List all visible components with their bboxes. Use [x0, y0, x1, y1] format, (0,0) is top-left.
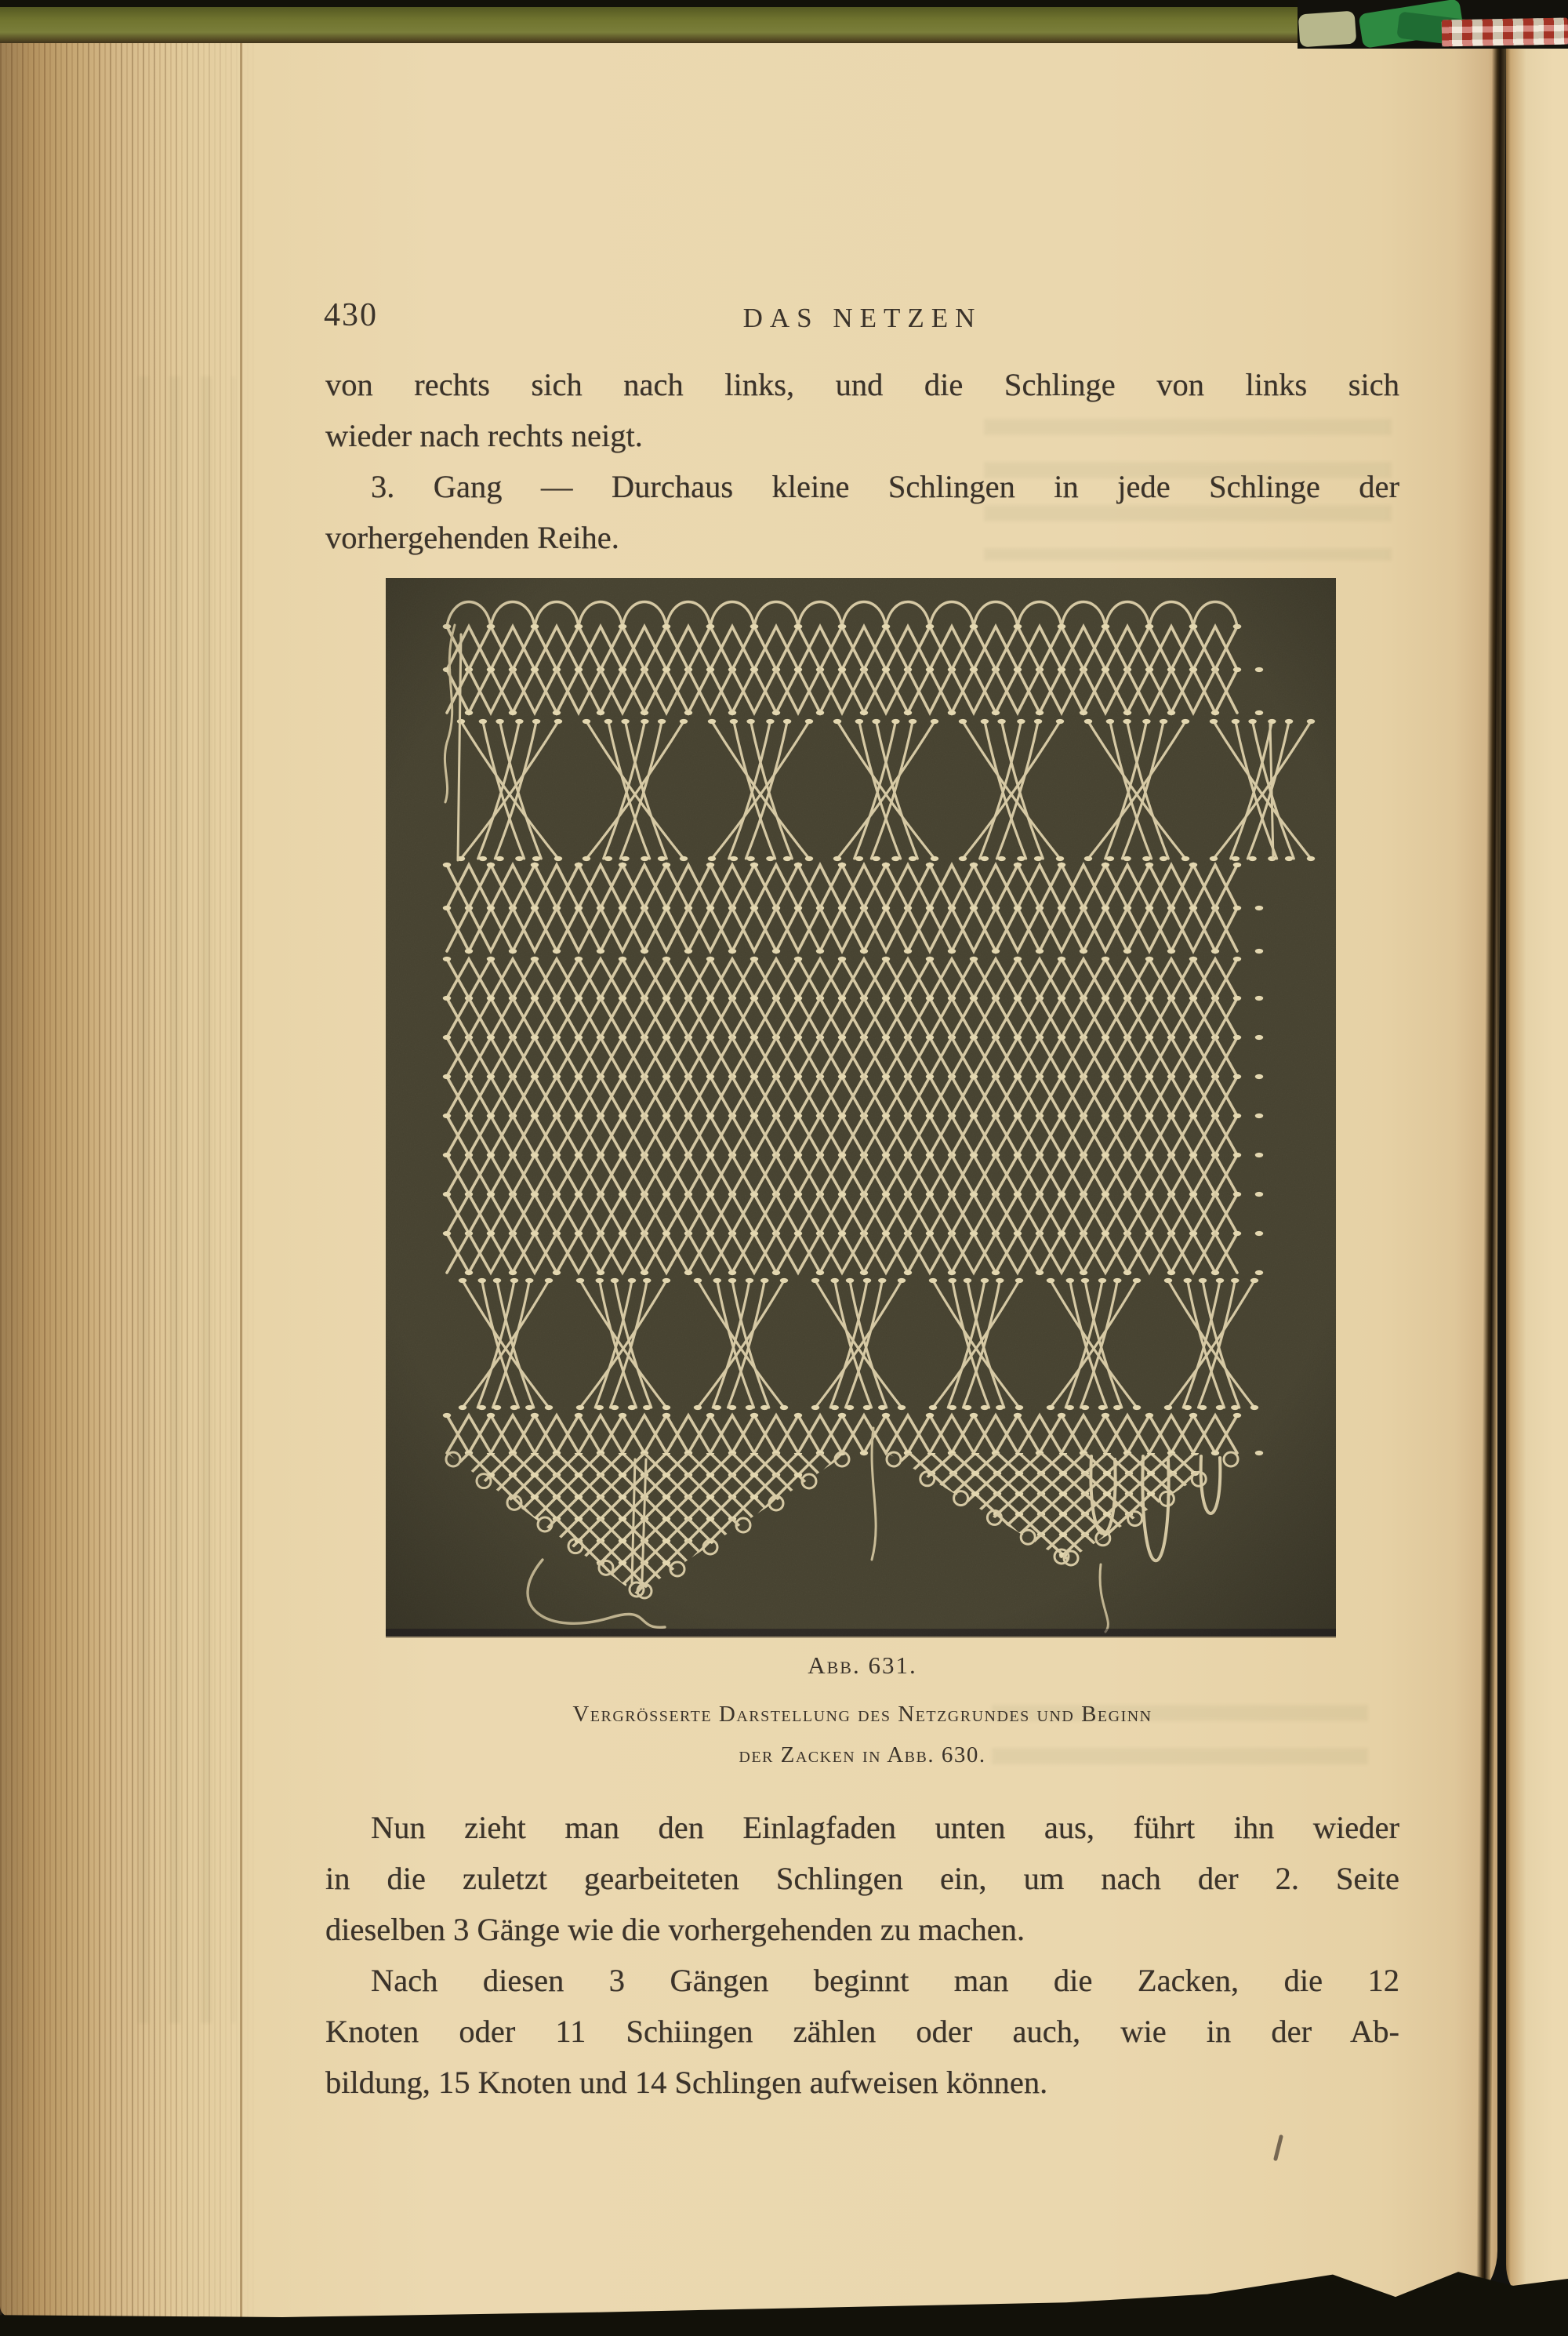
- body-line: Knoten oder 11 Schiingen zählen oder auch, wie in der Ab-: [325, 2014, 1399, 2049]
- figure-net-photograph: [386, 578, 1336, 1637]
- body-line: vorhergehenden Reihe.: [325, 520, 619, 555]
- body-line: in die zuletzt gearbeiteten Schlingen ein, um nach der 2. Seite: [325, 1861, 1399, 1896]
- body-line: dieselben 3 Gänge wie die vorhergehenden zu machen.: [325, 1912, 1025, 1947]
- body-line: 3. Gang — Durchaus kleine Schlingen in jede Schlinge der: [371, 469, 1399, 504]
- body-line: Nun zieht man den Einlagfaden unten aus, führt ihn wieder: [371, 1810, 1399, 1845]
- plate-bottom-edge: [386, 1629, 1336, 1637]
- figure-caption-line: Vergrösserte Darstellung des Netzgrundes und Beginn: [572, 1702, 1152, 1727]
- page-number: 430: [324, 297, 378, 333]
- body-line: wieder nach rechts neigt.: [325, 418, 643, 453]
- figure-caption-line: der Zacken in Abb. 630.: [739, 1742, 986, 1767]
- body-line: Nach diesen 3 Gängen beginnt man die Zacken, die 12: [371, 1963, 1399, 1998]
- show-through-texture: [118, 376, 235, 2023]
- figure-caption-label: Abb. 631.: [808, 1651, 917, 1679]
- net-photo-svg: [386, 578, 1336, 1637]
- running-title: DAS NETZEN: [742, 303, 982, 333]
- photo-vignette: [386, 578, 1336, 1637]
- body-line: von rechts sich nach links, und die Schlinge von links sich: [325, 367, 1399, 402]
- body-line: bildung, 15 Knoten und 14 Schlingen aufweisen können.: [325, 2065, 1048, 2100]
- ink-mark: [1273, 2134, 1283, 2161]
